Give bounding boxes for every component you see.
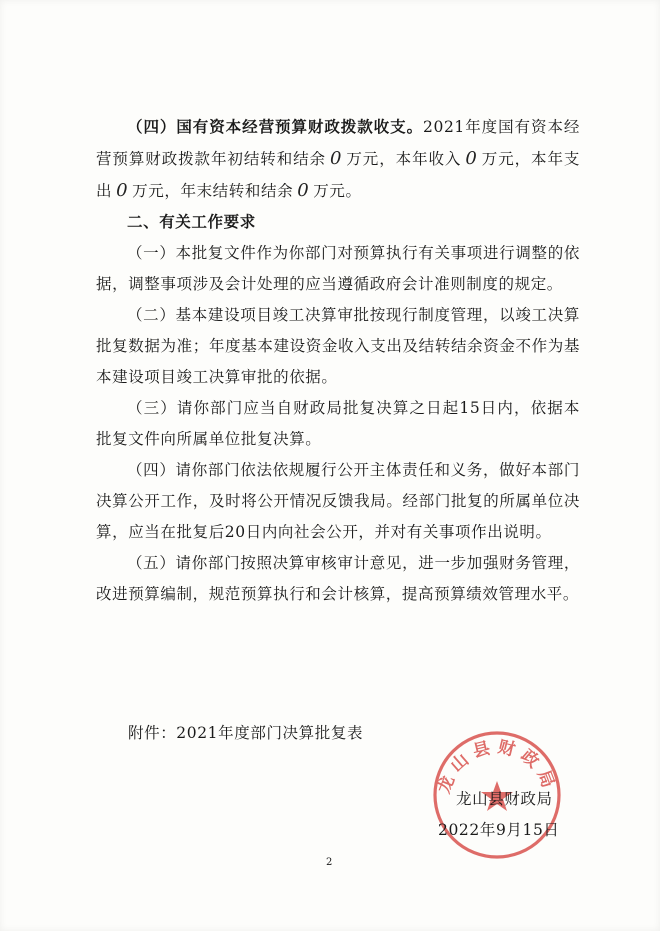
document-body (96, 112, 580, 610)
requirement-2: （二）基本建设项目竣工决算审批按现行制度管理，以竣工决算批复数据为准；年度基本建设资金收入支出及结转结余资金不作为基本建设项目竣工决算审批的依据。 (96, 306, 580, 386)
handwritten-value: 0 (329, 148, 343, 169)
attachment-line: 附件：2021年度部门决算批复表 (128, 724, 364, 742)
signature-organization: 龙山县财政局 (456, 790, 553, 808)
paragraph-text: 万元，年末结转和结余 (132, 182, 294, 200)
paragraph-text: 2021年度国有资本经营预算财政拨款年初结转和结余 (96, 118, 580, 168)
handwritten-value: 0 (297, 180, 310, 201)
requirement-5: （五）请你部门按照决算审核审计意见，进一步加强财务管理，改进预算编制，规范预算执行和会计核算，提高预算绩效管理水平。 (96, 554, 580, 603)
paragraph-text: 万元，本年支出 (96, 150, 581, 200)
handwritten-value: 0 (116, 180, 129, 201)
requirement-3: （三）请你部门应当自财政局批复决算之日起15日内，依据本批复文件向所属单位批复决算。 (96, 399, 580, 448)
paragraph-lead: （四）国有资本经营预算财政拨款收支。 (127, 118, 424, 136)
svg-text:龙山县财政局: 龙山县财政局 (434, 737, 560, 797)
requirement-4: （四）请你部门依法依规履行公开主体责任和义务，做好本部门决算公开工作，及时将公开情况反馈我局。经部门批复的所属单位决算，应当在批复后20日内向社会公开，并对有关事项作出说明。 (96, 461, 580, 541)
paragraph-text: 万元，本年收入 (346, 150, 462, 168)
paragraph-state-capital-budget (96, 112, 580, 207)
signature-date: 2022年9月15日 (438, 821, 560, 839)
requirement-1: （一）本批复文件作为你部门对预算执行有关事项进行调整的依据，调整事项涉及会计处理的应当遵循政府会计准则制度的规定。 (96, 244, 580, 293)
page-number: 2 (326, 857, 333, 868)
paragraph-text: 万元。 (313, 182, 362, 200)
section-heading: 二、有关工作要求 (127, 213, 256, 231)
handwritten-value: 0 (465, 148, 478, 169)
